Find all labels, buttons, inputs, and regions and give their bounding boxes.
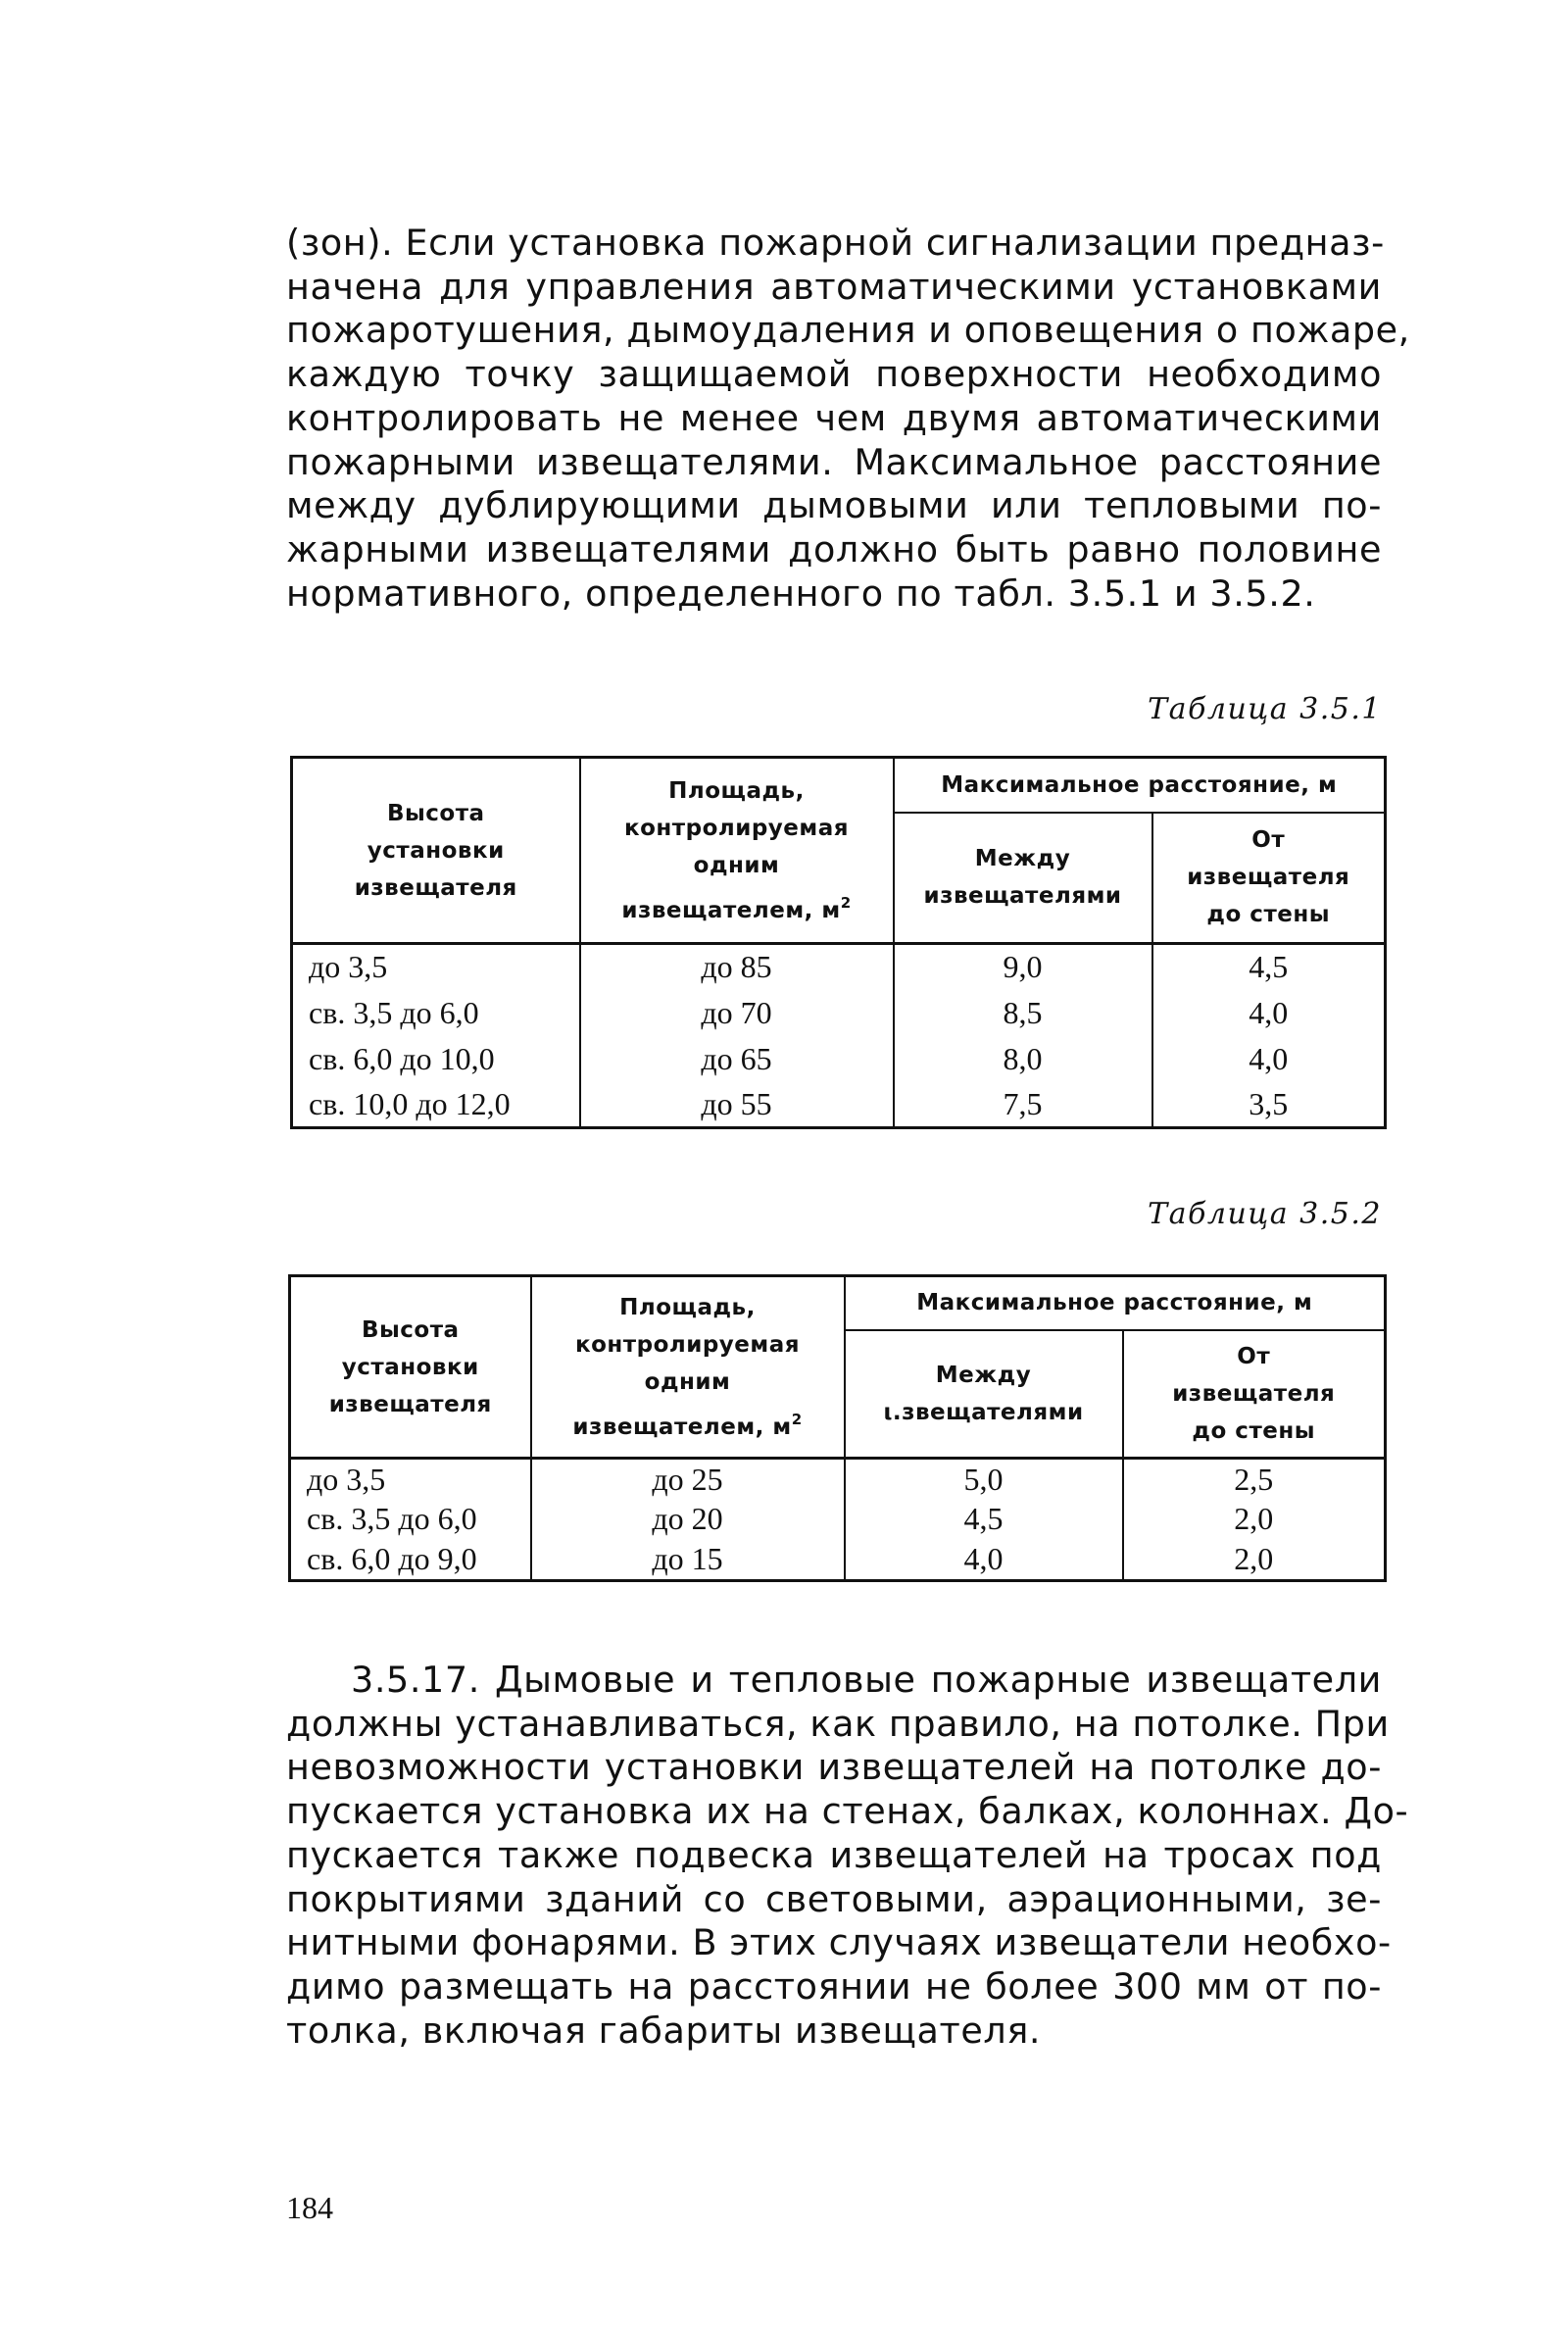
table-row (290, 1459, 1386, 1500)
table-cell: 4,0 (1152, 1036, 1386, 1082)
text-line: толка, включая габариты извещателя. (286, 2009, 1042, 2052)
table-cell: 5,0 (845, 1459, 1123, 1500)
table-cell: 2,0 (1123, 1499, 1386, 1540)
table-row (292, 1082, 1386, 1128)
table-cell: до 20 (531, 1499, 845, 1540)
header-text: контролируемая (623, 815, 849, 841)
header-text (532, 1401, 844, 1446)
table-row (292, 944, 1386, 990)
header-text: одним (693, 852, 780, 878)
table-cell: 4,0 (1152, 990, 1386, 1036)
header-text: Площадь, (619, 1294, 756, 1320)
header-to-wall (1123, 1330, 1386, 1459)
header-text: извещателя (1187, 865, 1350, 891)
text-line: контролировать не менее чем двумя автоматическими (286, 396, 1382, 439)
table-cell: до 3,5 (292, 944, 580, 990)
text-line: 3.5.17. Дымовые и тепловые пожарные извещатели (351, 1659, 1382, 1701)
table-cell: св. 3,5 до 6,0 (292, 990, 580, 1036)
text-line: пускается также подвеска извещателей на тросах под (286, 1833, 1382, 1876)
header-text: до стены (1206, 902, 1331, 928)
header-area (531, 1276, 845, 1459)
header-max-distance: Максимальное расстояние, м (845, 1276, 1386, 1330)
table-row (292, 1036, 1386, 1082)
header-text: ι.звещателями (883, 1399, 1084, 1425)
header-text: извещателем, м (621, 897, 841, 923)
table-cell: до 55 (580, 1082, 894, 1128)
header-text: установки (341, 1354, 479, 1380)
header-between (894, 813, 1152, 944)
table-cell: 4,5 (1152, 944, 1386, 990)
text-line: нормативного, определенного по табл. 3.5.1 и 3.5.2. (286, 571, 1316, 615)
text-line: нитными фонарями. В этих случаях извещатели необхо- (286, 1921, 1392, 1964)
text-line: каждую точку защищаемой поверхности необходимо (286, 353, 1382, 396)
table-cell: до 3,5 (290, 1459, 531, 1500)
table-row (290, 1499, 1386, 1540)
header-text: Высота (361, 1316, 460, 1343)
text-line: начена для управления автоматическими установками (286, 265, 1382, 308)
text-line: покрытиями зданий со световыми, аэрационными, зе- (286, 1877, 1382, 1920)
header-text: От (1251, 827, 1286, 854)
header-text: извещателя (1172, 1380, 1336, 1407)
table-3-5-2 (288, 1274, 1387, 1582)
table-caption-1: Таблица 3.5.1 (1148, 692, 1382, 726)
header-max-distance: Максимальное расстояние, м (894, 758, 1386, 813)
header-text: контролируемая (574, 1331, 800, 1358)
header-text: извещателями (923, 883, 1122, 910)
table-cell: 7,5 (894, 1082, 1152, 1128)
header-text: извещателя (328, 1391, 492, 1417)
text-line: пускается установка их на стенах, балках, колоннах. До- (286, 1790, 1409, 1833)
superscript: 2 (791, 1410, 803, 1428)
table-cell: 4,5 (845, 1499, 1123, 1540)
table-cell: св. 6,0 до 9,0 (290, 1540, 531, 1581)
text-line: пожаротушения, дымоудаления и оповещения о пожаре, (286, 309, 1410, 352)
header-area (580, 758, 894, 944)
table-cell: 8,5 (894, 990, 1152, 1036)
table-cell: св. 6,0 до 10,0 (292, 1036, 580, 1082)
text-line: (зон). Если установка пожарной сигнализации предназ- (286, 222, 1385, 264)
header-text: От (1237, 1343, 1271, 1369)
header-text: Между (974, 846, 1071, 872)
table-caption-2: Таблица 3.5.2 (1148, 1197, 1382, 1231)
header-text: установки (367, 837, 505, 864)
text-line: должны устанавливаться, как правило, на потолке. При (286, 1702, 1390, 1745)
table-cell: до 15 (531, 1540, 845, 1581)
table-cell: 2,5 (1123, 1459, 1386, 1500)
table-cell: до 70 (580, 990, 894, 1036)
table-row (292, 990, 1386, 1036)
header-text (581, 884, 893, 929)
table-cell: 8,0 (894, 1036, 1152, 1082)
table-cell: 2,0 (1123, 1540, 1386, 1581)
text-line: димо размещать на расстоянии не более 300 мм от по- (286, 1964, 1382, 2008)
header-between (845, 1330, 1123, 1459)
table-cell: св. 3,5 до 6,0 (290, 1499, 531, 1540)
table-cell: до 25 (531, 1459, 845, 1500)
header-to-wall (1152, 813, 1386, 944)
text-line: невозможности установки извещателей на потолке до- (286, 1746, 1382, 1789)
header-height (290, 1276, 531, 1459)
table-cell: до 85 (580, 944, 894, 990)
table-3-5-1 (290, 756, 1387, 1129)
header-text: извещателя (354, 874, 517, 901)
paragraph-top (286, 222, 1410, 616)
table-cell: 9,0 (894, 944, 1152, 990)
header-text: Между (935, 1362, 1032, 1388)
superscript: 2 (840, 893, 852, 912)
header-height (292, 758, 580, 944)
table-cell: св. 10,0 до 12,0 (292, 1082, 580, 1128)
table-cell: 3,5 (1152, 1082, 1386, 1128)
text-line: между дублирующими дымовыми или тепловыми по- (286, 484, 1382, 527)
table-cell: до 65 (580, 1036, 894, 1082)
paragraph-3-5-17 (286, 1659, 1409, 2053)
header-text: Площадь, (668, 777, 805, 804)
text-line: жарными извещателями должно быть равно половине (286, 527, 1382, 571)
text-line: пожарными извещателями. Максимальное расстояние (286, 440, 1382, 483)
header-text: извещателем, м (572, 1414, 792, 1440)
header-text: до стены (1192, 1417, 1316, 1444)
table-row (290, 1540, 1386, 1581)
header-text: одним (644, 1368, 731, 1395)
header-text: Высота (386, 800, 485, 826)
page-number: 184 (286, 2190, 333, 2225)
table-cell: 4,0 (845, 1540, 1123, 1581)
